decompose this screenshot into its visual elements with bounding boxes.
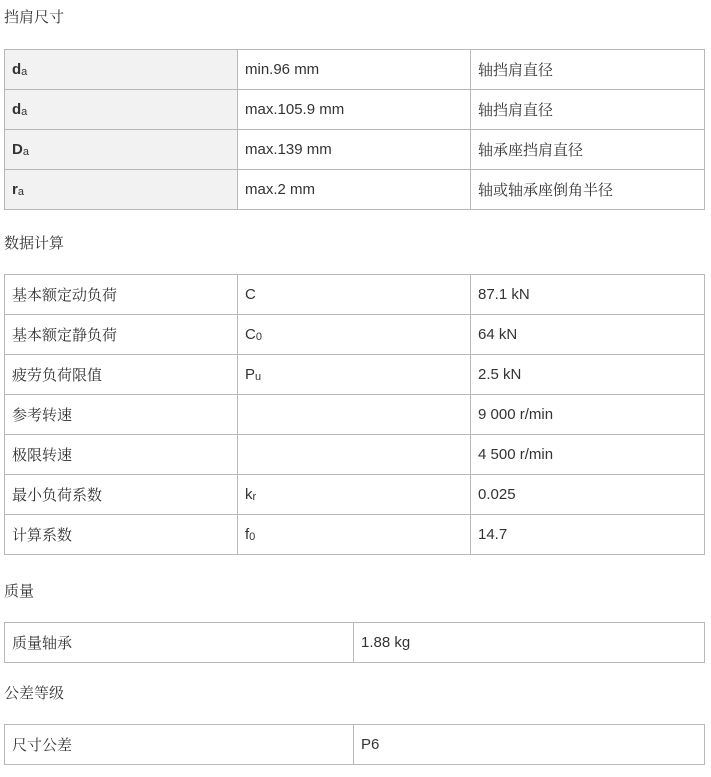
value-cell: 2.5 kN	[471, 355, 705, 395]
symbol-main: C	[245, 326, 256, 343]
section-title-calc: 数据计算	[4, 235, 65, 252]
value-cell: max.105.9 mm	[238, 90, 471, 130]
name-cell: 质量轴承	[5, 623, 354, 663]
symbol-main: P	[245, 366, 256, 383]
description-cell: 轴挡肩直径	[471, 90, 705, 130]
tolerance-table	[4, 724, 705, 765]
name-cell: 参考转速	[5, 395, 238, 435]
value-cell: 14.7	[471, 515, 705, 555]
section-title-tolerance: 公差等级	[4, 685, 65, 702]
symbol-cell	[5, 90, 238, 130]
section-title-mass: 质量	[4, 583, 35, 600]
symbol-cell	[5, 170, 238, 210]
symbol-cell	[238, 355, 471, 395]
symbol-cell	[238, 475, 471, 515]
symbol-sub: 0	[249, 531, 256, 543]
table-row	[5, 725, 705, 765]
symbol-sub: a	[22, 146, 29, 158]
name-cell: 基本额定动负荷	[5, 275, 238, 315]
table-row	[5, 475, 705, 515]
value-cell: 64 kN	[471, 315, 705, 355]
value-cell: 4 500 r/min	[471, 435, 705, 475]
description-cell: 轴挡肩直径	[471, 50, 705, 90]
shoulder-table	[4, 49, 705, 210]
value-cell: 0.025	[471, 475, 705, 515]
value-cell: 87.1 kN	[471, 275, 705, 315]
name-cell: 计算系数	[5, 515, 238, 555]
value-cell: min.96 mm	[238, 50, 471, 90]
symbol-main: C	[245, 286, 256, 303]
section-title-shoulder: 挡肩尺寸	[4, 9, 65, 26]
table-row	[5, 50, 705, 90]
symbol-main: d	[12, 61, 22, 78]
symbol-cell	[238, 435, 471, 475]
symbol-sub: 0	[255, 331, 262, 343]
symbol-main: f	[245, 526, 250, 543]
symbol-sub: a	[17, 186, 24, 198]
name-cell: 尺寸公差	[5, 725, 354, 765]
symbol-main: D	[12, 141, 23, 158]
value-cell: max.139 mm	[238, 130, 471, 170]
symbol-main: d	[12, 101, 22, 118]
value-cell: 9 000 r/min	[471, 395, 705, 435]
symbol-sub: u	[255, 371, 262, 383]
table-row	[5, 355, 705, 395]
symbol-cell	[5, 130, 238, 170]
mass-table	[4, 622, 705, 663]
symbol-cell	[238, 275, 471, 315]
symbol-sub: a	[21, 106, 28, 118]
table-row	[5, 435, 705, 475]
table-row	[5, 315, 705, 355]
table-row	[5, 623, 705, 663]
calc-table	[4, 274, 705, 555]
symbol-sub: a	[21, 66, 28, 78]
symbol-cell	[238, 315, 471, 355]
value-cell: max.2 mm	[238, 170, 471, 210]
description-cell: 轴或轴承座倒角半径	[471, 170, 705, 210]
symbol-sub: r	[252, 491, 257, 503]
description-cell: 轴承座挡肩直径	[471, 130, 705, 170]
symbol-cell	[238, 515, 471, 555]
table-row	[5, 130, 705, 170]
value-cell: 1.88 kg	[354, 623, 705, 663]
table-row	[5, 170, 705, 210]
table-row	[5, 395, 705, 435]
name-cell: 基本额定静负荷	[5, 315, 238, 355]
table-row	[5, 90, 705, 130]
name-cell: 疲劳负荷限值	[5, 355, 238, 395]
table-row	[5, 275, 705, 315]
symbol-cell	[5, 50, 238, 90]
value-cell: P6	[354, 725, 705, 765]
name-cell: 最小负荷系数	[5, 475, 238, 515]
symbol-main: k	[245, 486, 253, 503]
symbol-cell	[238, 395, 471, 435]
table-row	[5, 515, 705, 555]
name-cell: 极限转速	[5, 435, 238, 475]
symbol-main: r	[12, 181, 18, 198]
